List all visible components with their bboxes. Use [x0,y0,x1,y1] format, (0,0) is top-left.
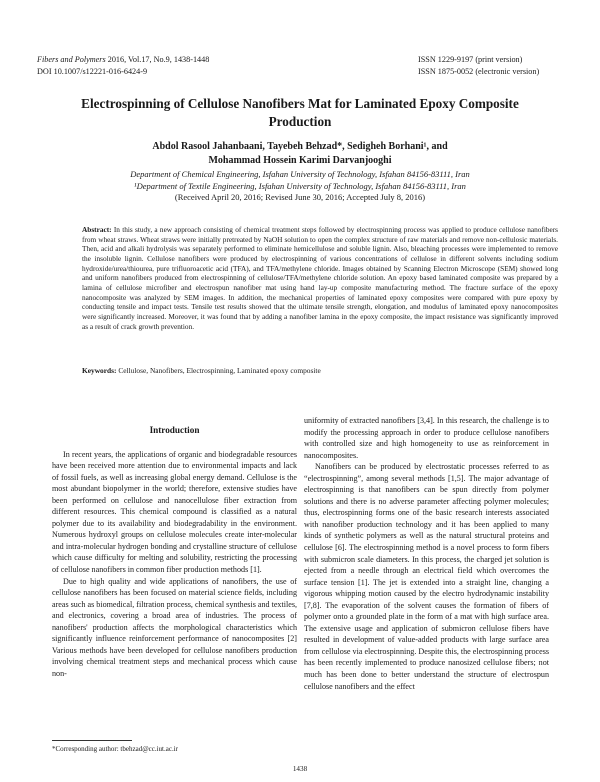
paragraph: Due to high quality and wide applications of nanofibers, the use of cellulose nanofibers has been focused on material science fields, including areas such as biomedical, filtration process, chemical synthesis and textiles, and electronics, covering a broad area of industries. The process of nanofibers' production affects the morphological characteristics which significantly influence reinforcement performance of nanocomposites [2] Various methods have been developed for cellulose nanofibers production involving chemical treatment steps and mechanical process which cause non- [52,576,297,678]
page-number: 1438 [292,765,308,773]
keywords-label: Keywords: [82,366,117,375]
doi: DOI 10.1007/s12221-016-6424-9 [37,66,148,76]
paragraph: In recent years, the applications of organic and biodegradable resources have been received more attention due to environmental impacts and lack of fossil fuels, as well as increasing global energy demand. Cellulose is the most abundant biopolymer in the world; therefore, extensive studies have been performed on cellulose and nanocellulose fiber extraction from different resources. This chemical compound is classified as a natural polymer due to its availability and biodegradability in the environment. Numerous hydroxyl groups on cellulose molecules create inter-molecular and intra-molecular hydrogen bonding and crystalline structure of cellulose which cause difficulty for melting and solubility, restricting the processing of cellulose nanofibers in common fiber production methods [1]. [52,449,297,575]
issn-print: ISSN 1229-9197 (print version) [418,55,523,64]
header-citation [37,54,209,77]
keywords-text: Cellulose, Nanofibers, Electrospinning, Laminated epoxy composite [116,366,321,375]
introduction-heading: Introduction [149,425,200,435]
journal-citation-line [37,54,209,66]
received-dates: (Received April 20, 2016; Revised June 30, 2016; Accepted July 8, 2016) [174,192,426,202]
abstract-label: Abstract: [82,225,112,234]
left-column [52,411,297,679]
affiliation-textile-eng: ¹Department of Textile Engineering, Isfahan University of Technology, Isfahan 84156-83111, Iran [134,180,466,191]
paragraph: Nanofibers can be produced by electrostatic processes referred to as “electrospinning”, among several methods [1,5]. The major advantage of electrospinning is that nanofibers can be spun directly from polymer solutions and there is no adverse parameter affecting polymer molecules; thus, electrospinning forms one of the basic research interests associated with nanofiber production technology and it has been applied to many kinds of synthetic polymers as well as the natural structural proteins and cellulose [6]. The electrospinning method is a novel process to form fibers with submicron scale diameters. In this process, the charged jet solution is ejected from a needle through an electrical field which overcomes the surface tension [1]. The jet is extended into a straight line, changing a vigorous whipping motion caused by the electro hydrodynamic instability [7,8]. The evaporation of the solvent causes the formation of fibers of polymer onto a grounded plate in the form of a mat with high surface area. The extensive usage and application of submicron cellulose fibers have resulted in development of value-added products with large surface area from cellulose via electrospinning. Despite this, the electrospinning process has been recently implemented to produce nanosized cellulose fibers; not much has been done to better understand the structure of electrospun cellulose nanofibers and the effect [304,462,549,691]
keywords [82,366,558,376]
abstract-text: In this study, a new approach consisting of chemical treatment steps followed by electrospinning process was applied to produce cellulose nanofibers from wheat straws. Wheat straws were initially pretreated by NaOH solution to open the complex structure of raw materials and remove non-cellulosic materials. Then, acid and alkali hydrolysis was separately performed to eliminate hemicellulose and soluble lignin. Also, bleaching processes were implemented to remove the insoluble lignin. Cellulose nanofibers were produced by electrospinning of various concentrations of cellulose in different solvents including sodium hydroxide/urea/thiourea, pure trifluoroacetic acid (TFA), and TFA/methylene chloride. Images obtained by Scanning Electron Microscope (SEM) showed long and uniform nanofibers produced from electrospinning of cellulose/TFA/methylene chloride solution. An epoxy based laminated composite was prepared by a lamina of cellulose microfiber and electrospun nanofiber mat using hand lay-up composite manufacturing method. The fracture surface of the epoxy nanocomposite was analyzed by SEM images. In addition, the mechanical properties of laminated epoxy composites were compared with pure epoxy by conducting tensile and impact tests. Tensile test results showed that the ultimate tensile strength, elongation, and modulus of laminated epoxy nanocomposites were significantly increased. Moreover, it was found that by adding a nanofiber lamina in the epoxy composite, the impact resistance was significantly improved as a result of crack growth prevention. [82,225,558,331]
issn-electronic: ISSN 1875-0052 (electronic version) [418,66,540,76]
paper-title: Electrospinning of Cellulose Nanofibers Mat for Laminated Epoxy Composite Production [81,96,519,129]
authors-line-2: Mohammad Hossein Karimi Darvanjooghi [208,155,392,166]
header-issn [418,54,539,77]
footnote-divider [52,740,132,741]
affiliation-chemical-eng: Department of Chemical Engineering, Isfahan University of Technology, Isfahan 84156-83111, Iran [130,169,470,179]
authors-line-1: Abdol Rasool Jahanbaani, Tayebeh Behzad*, Sedigheh Borhani¹, and [152,141,448,152]
journal-volume: 2016, Vol.17, No.9, 1438-1448 [105,55,210,64]
abstract [82,225,558,331]
corresponding-author-footnote: *Corresponding author: tbehzad@cc.iut.ac.ir [52,745,178,753]
right-column [304,415,549,692]
paragraph: uniformity of extracted nanofibers [3,4]. In this research, the challenge is to modify the processing approach in order to produce cellulose nanofibers with controlled size and high homogeneity to use as reinforcement in nanocomposites. [304,416,549,460]
affiliations [40,169,560,204]
author-list [60,140,540,168]
journal-name: Fibers and Polymers [37,55,106,64]
